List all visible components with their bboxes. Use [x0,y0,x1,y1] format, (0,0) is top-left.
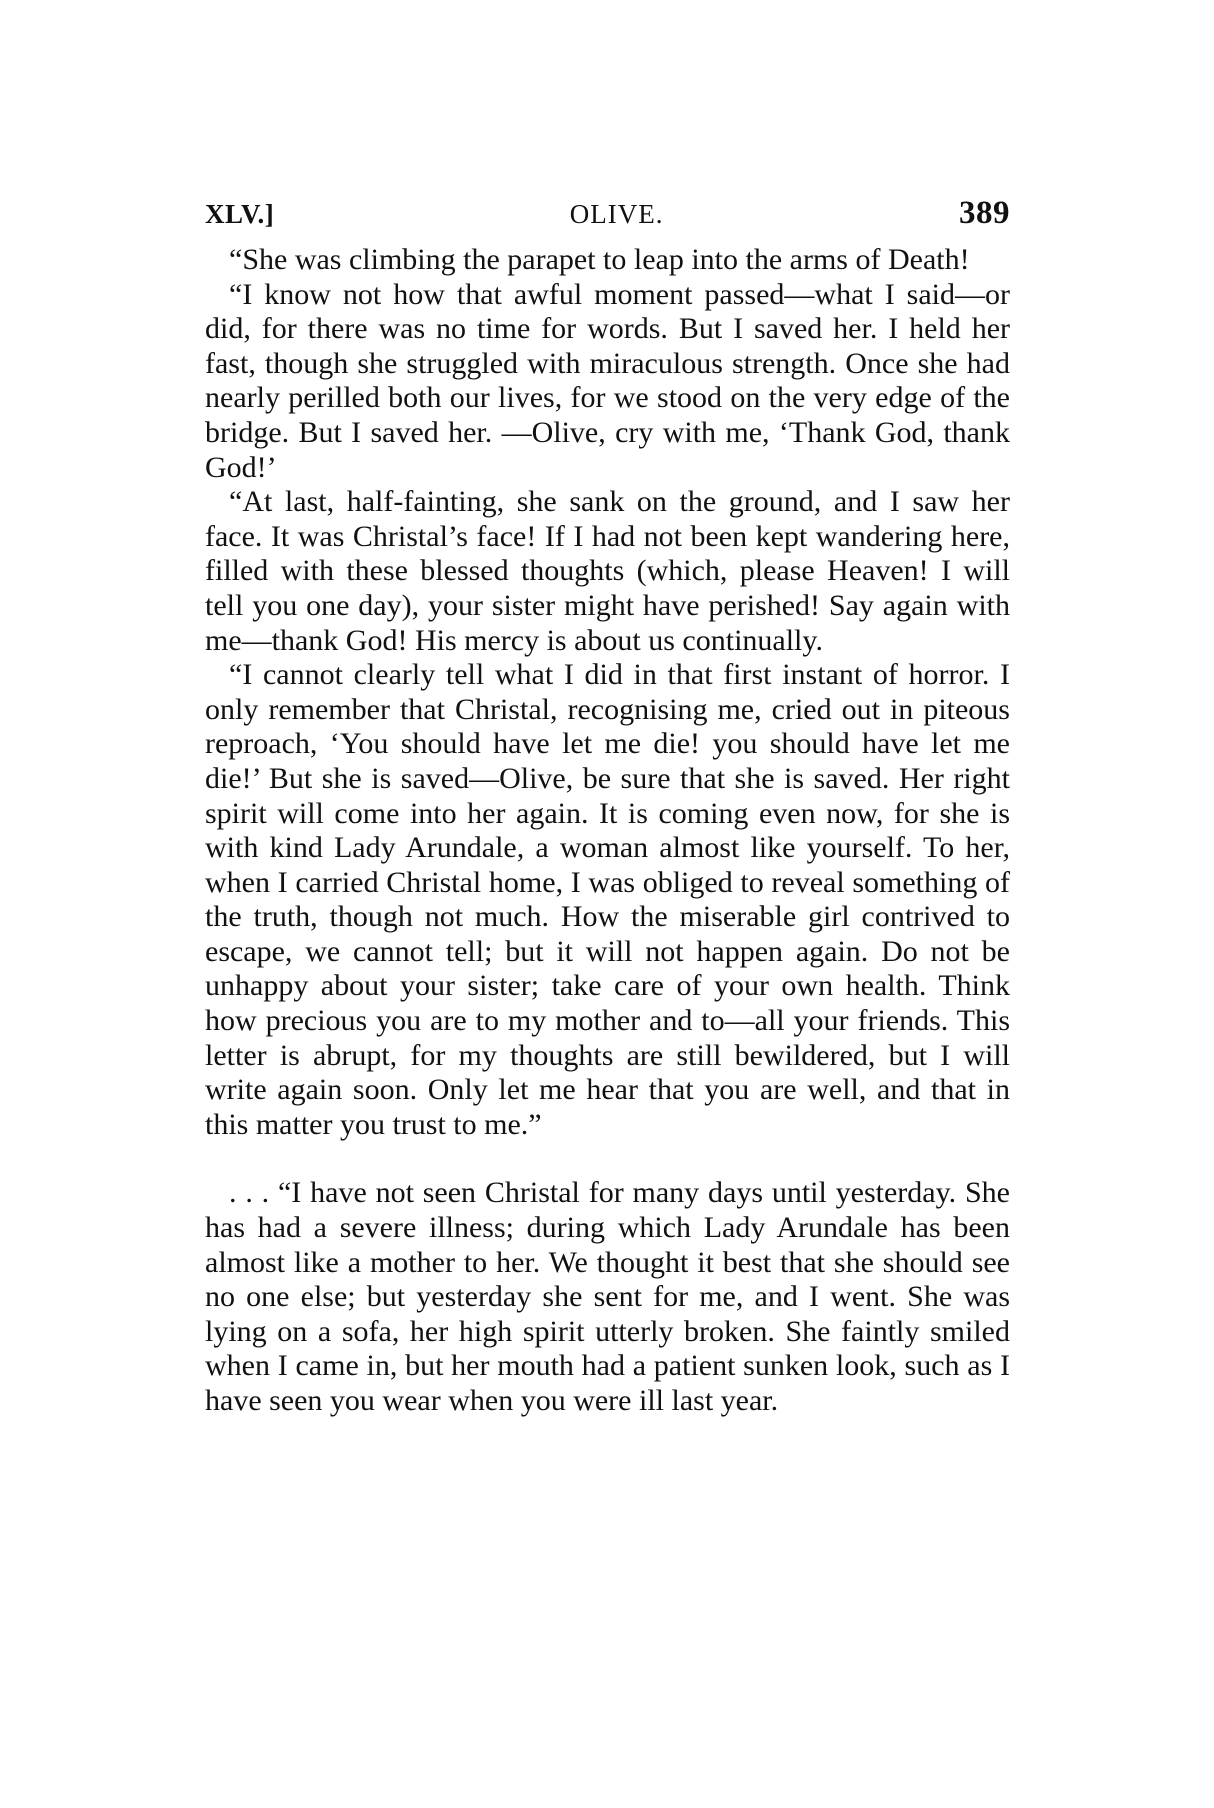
paragraph: “At last, half-fainting, she sank on the ground, and I saw her face. It was Christal’s face! If I had not been kept wandering here, filled with these blessed thoughts (which, please Heaven! I will tell you one day), your sister might have perished! Say again with me—thank God! His mercy is about us continually. [205,485,1010,657]
paragraph: “I cannot clearly tell what I did in that first instant of horror. I only remember that Christal, recognising me, cried out in piteous reproach, ‘You should have let me die! you should have let me die!’ But she is saved—Olive, be sure that she is saved. Her right spirit will come into her again. It is coming even now, for she is with kind Lady Arundale, a woman almost like yourself. To her, when I carried Christal home, I was obliged to reveal something of the truth, though not much. How the miserable girl contrived to escape, we cannot tell; but it will not happen again. Do not be unhappy about your sister; take care of your own health. Think how precious you are to my mother and to—all your friends. This letter is abrupt, for my thoughts are still bewildered, but I will write again soon. Only let me hear that you are well, and that in this matter you trust to me.” [205,658,1010,1141]
book-page [205,195,1010,1419]
paragraph: “She was climbing the parapet to leap into the arms of Death! [229,243,970,276]
chapter-number: XLV.] [205,199,275,229]
page-number: 389 [959,195,1010,231]
body-text [205,243,1010,1419]
running-head [205,195,1010,243]
paragraph: “I know not how that awful moment passed—what I said—or did, for there was no time for words. But I saved her. I held her fast, though she struggled with miraculous strength. Once she had nearly perilled both our lives, for we stood on the very edge of the bridge. But I saved her. —Olive, cry with me, ‘Thank God, thank God!’ [205,277,1010,484]
paragraph: . . . “I have not seen Christal for many days until yesterday. She has had a severe illness; during which Lady Arundale has been almost like a mother to her. We thought it best that she should see no one else; but yesterday she sent for me, and I went. She was lying on a sofa, her high spirit utterly broken. She faintly smiled when I came in, but her mouth had a patient sunken look, such as I have seen you wear when you were ill last year. [205,1176,1010,1417]
running-title: OLIVE. [569,199,664,229]
